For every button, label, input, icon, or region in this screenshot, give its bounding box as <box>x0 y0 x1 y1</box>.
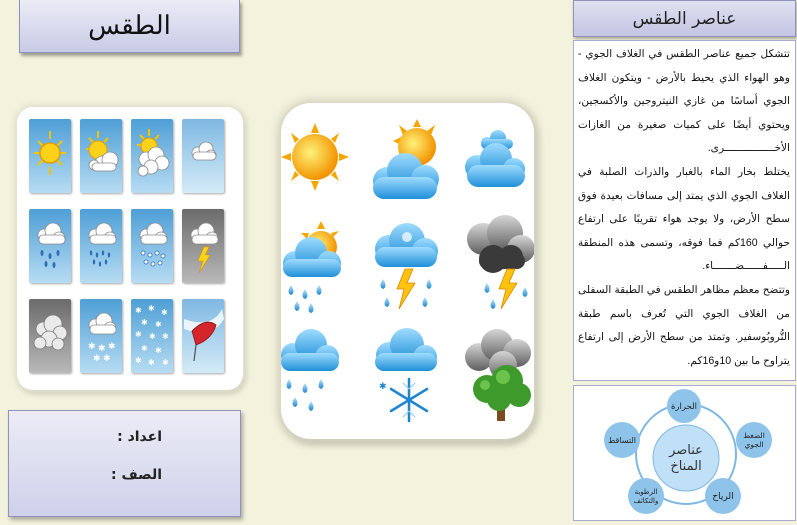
svg-text:✱: ✱ <box>161 308 168 317</box>
cloud-icon <box>182 119 224 193</box>
weather-icon-grid <box>17 107 243 390</box>
prepared-by-label: اعداد : <box>117 429 162 445</box>
svg-text:✱: ✱ <box>379 382 387 392</box>
svg-text:✱: ✱ <box>162 358 169 367</box>
clouds-icon <box>465 130 525 187</box>
rain-icon <box>281 329 339 411</box>
storm-icon <box>467 215 534 309</box>
rain-cloud-icon <box>29 209 71 283</box>
article-paragraph: وتتضح معظم مظاهر الطقس في الطبقة السفلى من الغلاف الجوي التي تُعرف باسم طبقة التُّروبُوسفير. وتمتد من سطح الأرض إلى ارتفاع يتراوح ما بين 10و16كم. <box>578 283 790 367</box>
article-paragraph: يختلط بخار الماء بالغبار والذرات الصلبة في الغلاف الجوي الذي يمتد إلى مسافات بعيدة فوق سطح الأرض، ولا يوجد هواء تقريبًا على ارتفاع حوالي 160كم فما فوقه، وتسمى هذه المنطقة الـــــفــــــضـــــــاء. <box>578 165 790 273</box>
svg-text:✱: ✱ <box>149 332 156 341</box>
diagram-center <box>653 425 719 491</box>
diagram-node-humidity <box>628 478 664 514</box>
hail-cloud-icon <box>131 209 173 283</box>
diagram-center-line1: عناصر <box>669 443 703 458</box>
article-title: عناصر الطقس <box>632 8 737 29</box>
svg-text:✱: ✱ <box>93 354 101 364</box>
svg-text:✱: ✱ <box>135 356 142 365</box>
sun-rain-icon <box>283 221 341 313</box>
page-title-box <box>19 0 240 53</box>
sun-cloud-icon <box>131 119 173 193</box>
svg-text:✱: ✱ <box>162 332 169 341</box>
tree-cloud-icon <box>465 329 531 421</box>
svg-text:✱: ✱ <box>148 304 155 313</box>
svg-text:✱: ✱ <box>98 344 106 354</box>
diagram-node-temperature <box>667 389 701 423</box>
snowflakes-icon <box>131 299 173 373</box>
partly-cloudy-icon <box>80 119 122 193</box>
thunderstorm-cloud-icon <box>182 209 224 283</box>
diagram-node-wind <box>705 478 741 514</box>
snow-cloud-icon <box>80 299 122 373</box>
article-body <box>573 40 796 381</box>
diagram-node-label: والتكاثف <box>633 497 659 505</box>
diagram-node-label: الجوي <box>744 440 764 449</box>
sun-cloud-icon <box>373 119 439 199</box>
svg-text:✱: ✱ <box>141 318 148 327</box>
diagram-node-label: الضغط <box>743 431 765 440</box>
student-info-box <box>8 410 241 517</box>
svg-text:✱: ✱ <box>155 320 162 329</box>
svg-text:✱: ✱ <box>108 342 116 352</box>
dark-cloud-icon <box>29 299 71 373</box>
grade-label: الصف : <box>111 467 162 483</box>
climate-elements-diagram <box>573 385 796 521</box>
thunderstorm-icon <box>375 223 438 309</box>
sun-icon <box>281 123 349 191</box>
snow-icon <box>375 328 437 421</box>
diagram-node-label: الرياح <box>712 492 734 502</box>
drizzle-cloud-icon <box>80 209 122 283</box>
diagram-node-precipitation <box>604 422 640 458</box>
svg-text:✱: ✱ <box>88 342 96 352</box>
svg-text:✱: ✱ <box>135 306 142 315</box>
svg-text:✱: ✱ <box>148 358 155 367</box>
diagram-center-line2: المناخ <box>670 459 702 474</box>
page-title: الطقس <box>88 11 171 41</box>
sun-icon <box>29 119 71 193</box>
diagram-node-label: التساقط <box>607 436 637 445</box>
article-paragraph: تتشكل جميع عناصر الطقس في الغلاف الجوي - وهو الهواء الذي يحيط بالأرض - ويتكون الغلاف الجوي أساسًا من غازي النيتروجين والأكسجين، ويحتوي أيضًا على كميات صغيرة من الغازات الأخــــــــــــــــرى. <box>578 48 790 155</box>
svg-text:✱: ✱ <box>141 344 148 353</box>
windsock-icon <box>182 299 224 373</box>
svg-text:✱: ✱ <box>155 346 162 355</box>
diagram-node-label: الحرارة <box>670 402 698 412</box>
diagram-node-pressure <box>736 422 772 458</box>
svg-text:✱: ✱ <box>135 330 142 339</box>
article-header <box>573 0 796 37</box>
large-weather-icons-panel <box>281 103 534 439</box>
diagram-node-label: الرطوبة <box>634 488 658 496</box>
svg-text:✱: ✱ <box>103 354 111 364</box>
